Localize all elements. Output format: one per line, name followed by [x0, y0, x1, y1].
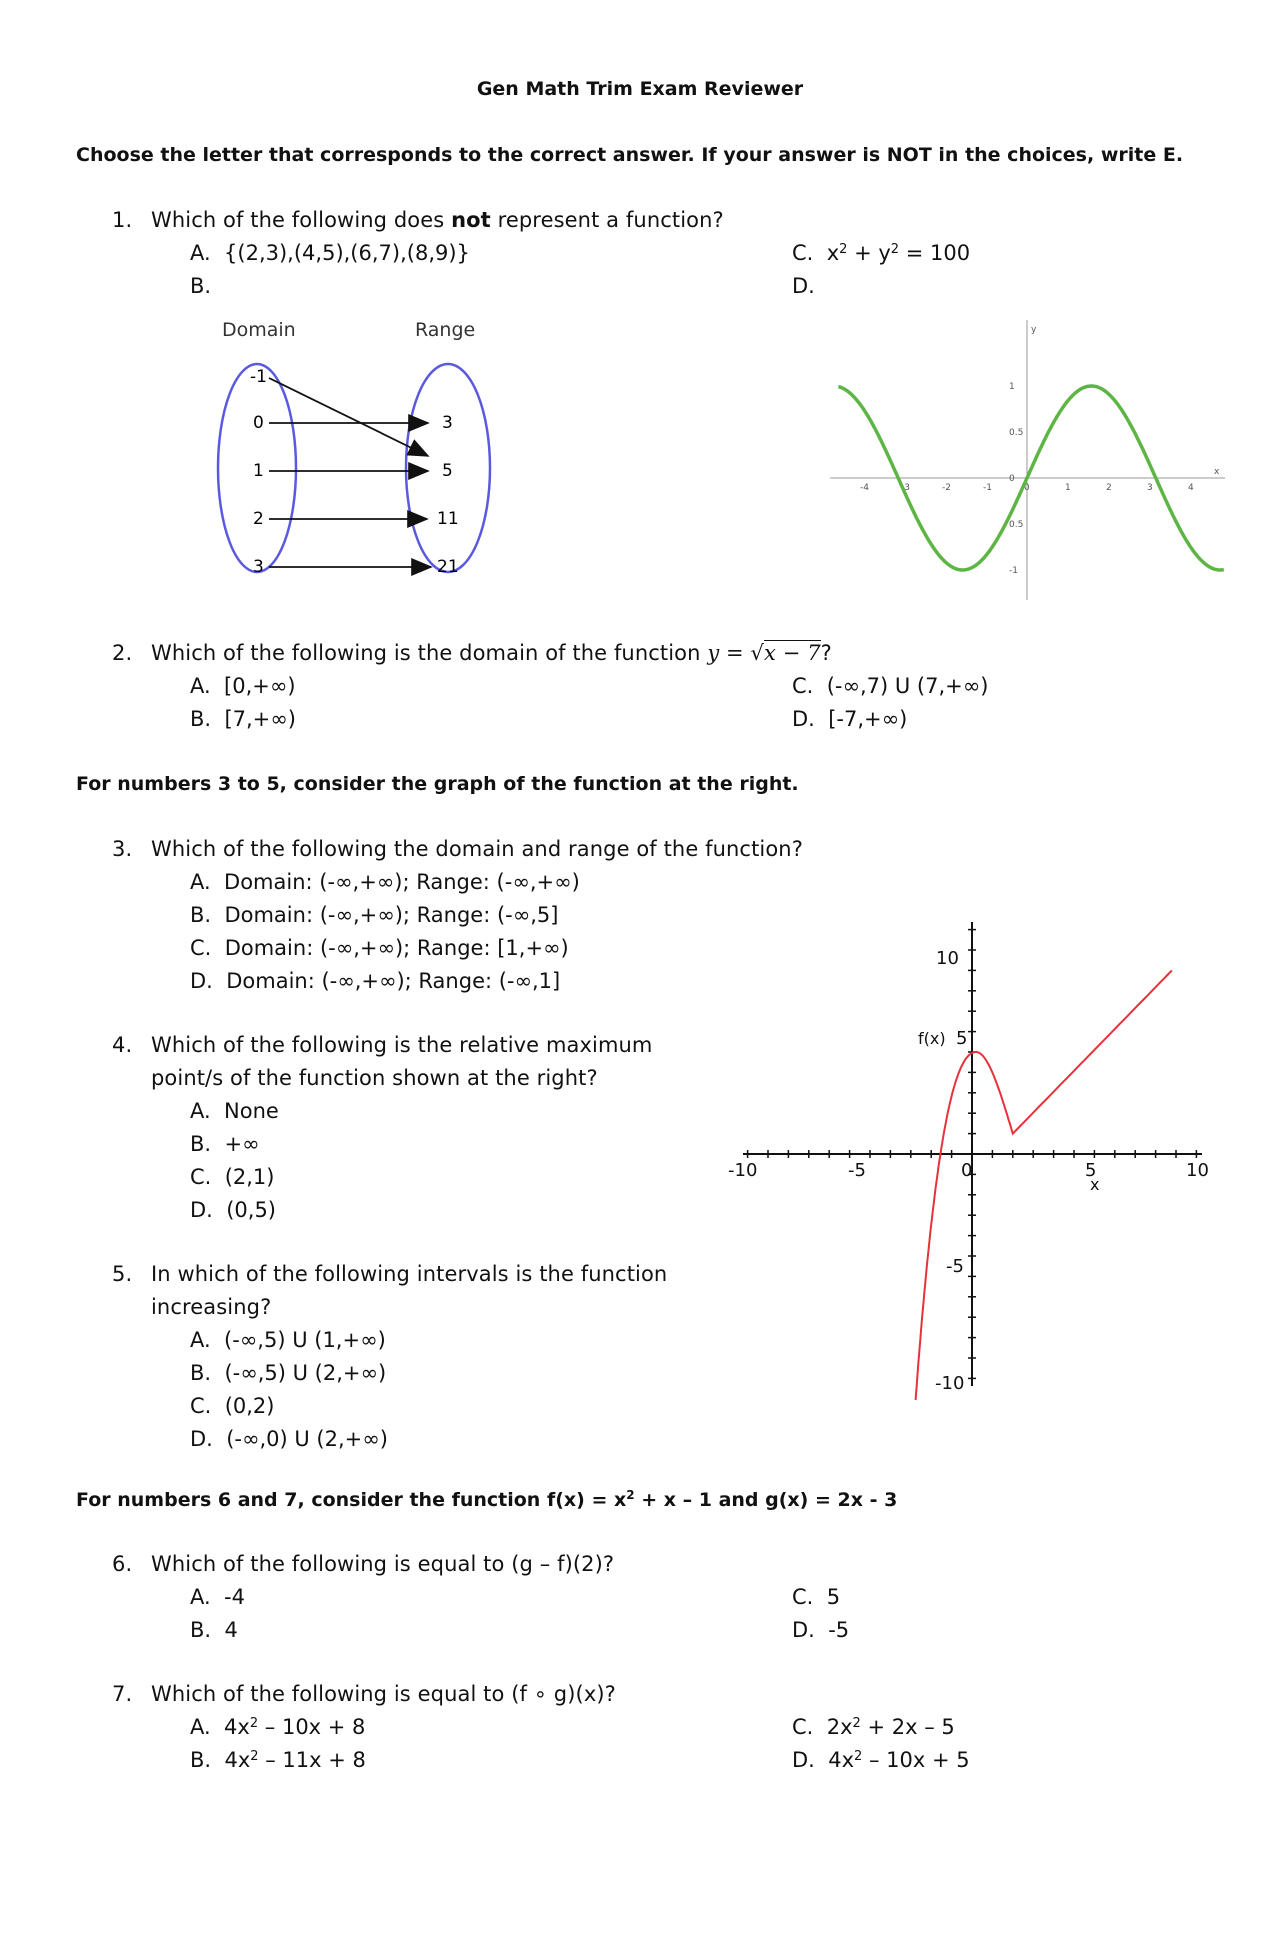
q4-option-c[interactable]: C. (2,1)	[190, 1165, 275, 1189]
q1-option-d[interactable]: D.	[792, 274, 815, 298]
domain-value: 0	[253, 413, 264, 433]
x-tick-label: 5	[1085, 1160, 1097, 1181]
x-tick-label: 0	[961, 1160, 973, 1181]
q3-number: 3.	[112, 837, 133, 861]
q2-number: 2.	[112, 641, 133, 665]
q3-option-b[interactable]: B. Domain: (-∞,+∞); Range: (-∞,5]	[190, 903, 559, 927]
sine-y-label: y	[1031, 325, 1037, 335]
sine-y-tick: 0.5	[1009, 428, 1024, 438]
sine-x-tick: -1	[983, 483, 992, 493]
q4-option-a[interactable]: A. None	[190, 1099, 279, 1123]
function-curve	[911, 970, 1172, 1400]
y-tick-label: 5	[956, 1028, 968, 1049]
mapping-arrow	[269, 378, 428, 456]
q5-text-line1: In which of the following intervals is the function	[151, 1262, 668, 1286]
x-tick-label: -10	[728, 1160, 758, 1181]
sine-x-tick: 0	[1024, 483, 1030, 493]
mapping-diagram	[205, 310, 505, 595]
q6-option-b[interactable]: B. 4	[190, 1618, 238, 1642]
sine-x-tick: -4	[860, 483, 869, 493]
y-tick-label: -5	[946, 1256, 964, 1277]
q5-option-b[interactable]: B. (-∞,5) U (2,+∞)	[190, 1361, 387, 1385]
x-axis-label: x	[1090, 1175, 1100, 1194]
q5-option-a[interactable]: A. (-∞,5) U (1,+∞)	[190, 1328, 386, 1352]
range-value: 21	[437, 557, 459, 577]
x-tick-label: 10	[1186, 1160, 1209, 1181]
q7-option-d[interactable]: D. $4x^2 - 10x + 5$	[792, 1748, 970, 1772]
q7-option-c[interactable]: C. $2x^2 + 2x - 5$	[792, 1715, 955, 1739]
q2-option-a[interactable]: A. [0,+∞)	[190, 674, 296, 698]
q6-text: Which of the following is equal to (g – f)(2)?	[151, 1552, 615, 1576]
range-value: 5	[442, 461, 453, 481]
q4-text-line2: point/s of the function shown at the right?	[151, 1066, 598, 1090]
instructions: Choose the letter that corresponds to the correct answer. If your answer is NOT in the choices, write E.	[76, 144, 1184, 166]
page-title: Gen Math Trim Exam Reviewer	[476, 78, 804, 100]
q1-number: 1.	[112, 208, 133, 232]
y-tick-label: 10	[936, 948, 959, 969]
q1-option-c[interactable]: C. $x^2 + y^2 = 100$	[792, 241, 971, 265]
sine-x-tick: 2	[1106, 483, 1112, 493]
domain-value: -1	[250, 367, 267, 387]
q3-text: Which of the following the domain and range of the function?	[151, 837, 803, 861]
function-graph	[720, 900, 1230, 1400]
q5-text-line2: increasing?	[151, 1295, 272, 1319]
q3-option-a[interactable]: A. Domain: (-∞,+∞); Range: (-∞,+∞)	[190, 870, 580, 894]
q4-option-d[interactable]: D. (0,5)	[190, 1198, 277, 1222]
domain-value: 2	[253, 509, 264, 529]
y-tick-label: -10	[935, 1373, 965, 1394]
q6-number: 6.	[112, 1552, 133, 1576]
q3-option-d[interactable]: D. Domain: (-∞,+∞); Range: (-∞,1]	[190, 969, 561, 993]
x-tick-label: -5	[848, 1160, 866, 1181]
q6-option-d[interactable]: D. -5	[792, 1618, 850, 1642]
domain-value: 1	[253, 461, 264, 481]
q6-option-a[interactable]: A. -4	[190, 1585, 245, 1609]
q5-option-c[interactable]: C. (0,2)	[190, 1394, 275, 1418]
q1-option-a[interactable]: A. {(2,3),(4,5),(6,7),(8,9)}	[190, 241, 470, 265]
sine-x-label: x	[1214, 467, 1220, 477]
q1-text: Which of the following does not represent a function?	[151, 208, 724, 232]
sine-y-tick: 1	[1009, 382, 1015, 392]
q2-option-c[interactable]: C. (-∞,7) U (7,+∞)	[792, 674, 989, 698]
q7-number: 7.	[112, 1682, 133, 1706]
sine-x-tick: 4	[1188, 483, 1194, 493]
sine-y-tick: 0	[1009, 474, 1015, 484]
q5-option-d[interactable]: D. (-∞,0) U (2,+∞)	[190, 1427, 388, 1451]
section-6-7-heading: For numbers 6 and 7, consider the function $f(x) = x^2 + x - 1$ and g(x) = 2x - 3	[76, 1488, 898, 1511]
q7-option-b[interactable]: B. $4x^2 - 11x + 8$	[190, 1748, 366, 1772]
range-value: 11	[437, 509, 459, 529]
sine-x-tick: 1	[1065, 483, 1071, 493]
sine-y-tick: -1	[1009, 566, 1018, 576]
range-value: 3	[442, 413, 453, 433]
y-axis-label: f(x)	[918, 1029, 946, 1048]
q6-option-c[interactable]: C. 5	[792, 1585, 841, 1609]
q4-option-b[interactable]: B. +∞	[190, 1132, 260, 1156]
section-3-5-heading: For numbers 3 to 5, consider the graph of the function at the right.	[76, 773, 799, 795]
q7-text: Which of the following is equal to (f ∘ g)(x)?	[151, 1682, 616, 1706]
sine-y-tick: 0.5	[1009, 520, 1024, 530]
sine-x-tick: -3	[901, 483, 910, 493]
q2-text: Which of the following is the domain of the function y = √x − 7?	[151, 641, 832, 665]
q7-option-a[interactable]: A. $4x^2 - 10x + 8$	[190, 1715, 366, 1739]
domain-label: Domain	[222, 319, 296, 341]
q2-option-d[interactable]: D. [-7,+∞)	[792, 707, 908, 731]
q2-option-b[interactable]: B. [7,+∞)	[190, 707, 296, 731]
domain-value: 3	[253, 557, 264, 577]
q4-text-line1: Which of the following is the relative maximum	[151, 1033, 653, 1057]
range-label: Range	[415, 319, 476, 341]
q5-number: 5.	[112, 1262, 133, 1286]
q4-number: 4.	[112, 1033, 133, 1057]
sine-x-tick: 3	[1147, 483, 1153, 493]
sine-x-tick: -2	[942, 483, 951, 493]
sine-graph	[820, 310, 1230, 605]
q3-option-c[interactable]: C. Domain: (-∞,+∞); Range: [1,+∞)	[190, 936, 569, 960]
q1-option-b[interactable]: B.	[190, 274, 212, 298]
